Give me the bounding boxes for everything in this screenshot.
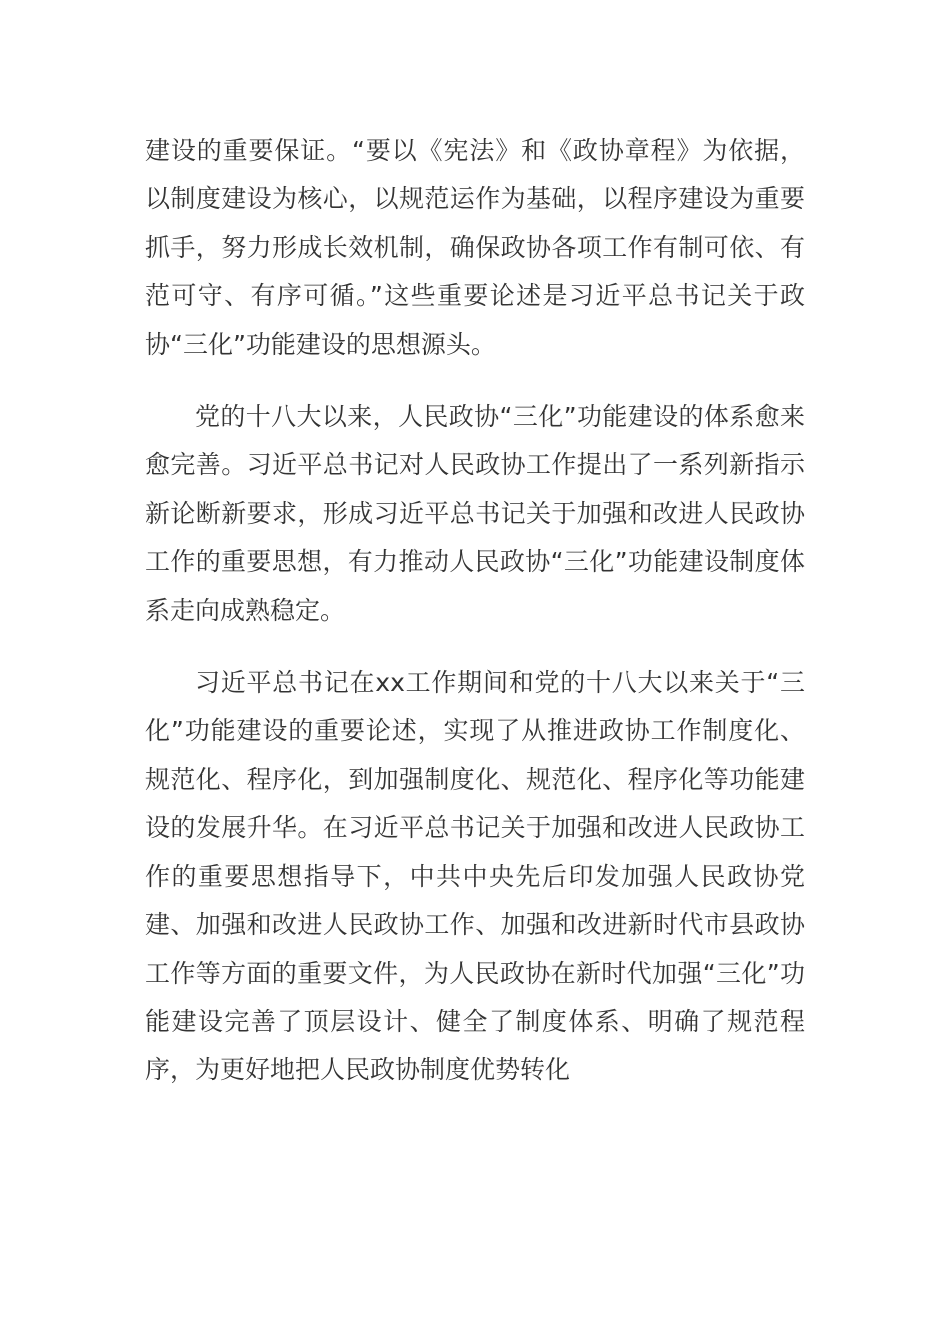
document-page xyxy=(145,127,805,1119)
paragraph-1: 建设的重要保证。“要以《宪法》和《政协章程》为依据，以制度建设为核心，以规范运作为基础，以程序建设为重要抓手，努力形成长效机制，确保政协各项工作有制可依、有范可守、有序可循。”这些重要论述是习近平总书记关于政协“三化”功能建设的思想源头。 xyxy=(145,136,805,359)
paragraph-3: 习近平总书记在xx工作期间和党的十八大以来关于“三化”功能建设的重要论述，实现了从推进政协工作制度化、规范化、程序化，到加强制度化、规范化、程序化等功能建设的发展升华。在习近平总书记关于加强和改进人民政协工作的重要思想指导下，中共中央先后印发加强人民政协党建、加强和改进人民政协工作、加强和改进新时代市县政协工作等方面的重要文件，为人民政协在新时代加强“三化”功能建设完善了顶层设计、健全了制度体系、明确了规范程序，为更好地把人民政协制度优势转化 xyxy=(145,668,805,1085)
paragraph-2: 党的十八大以来，人民政协“三化”功能建设的体系愈来愈完善。习近平总书记对人民政协工作提出了一系列新指示新论断新要求，形成习近平总书记关于加强和改进人民政协工作的重要思想，有力推动人民政协“三化”功能建设制度体系走向成熟稳定。 xyxy=(145,402,805,625)
